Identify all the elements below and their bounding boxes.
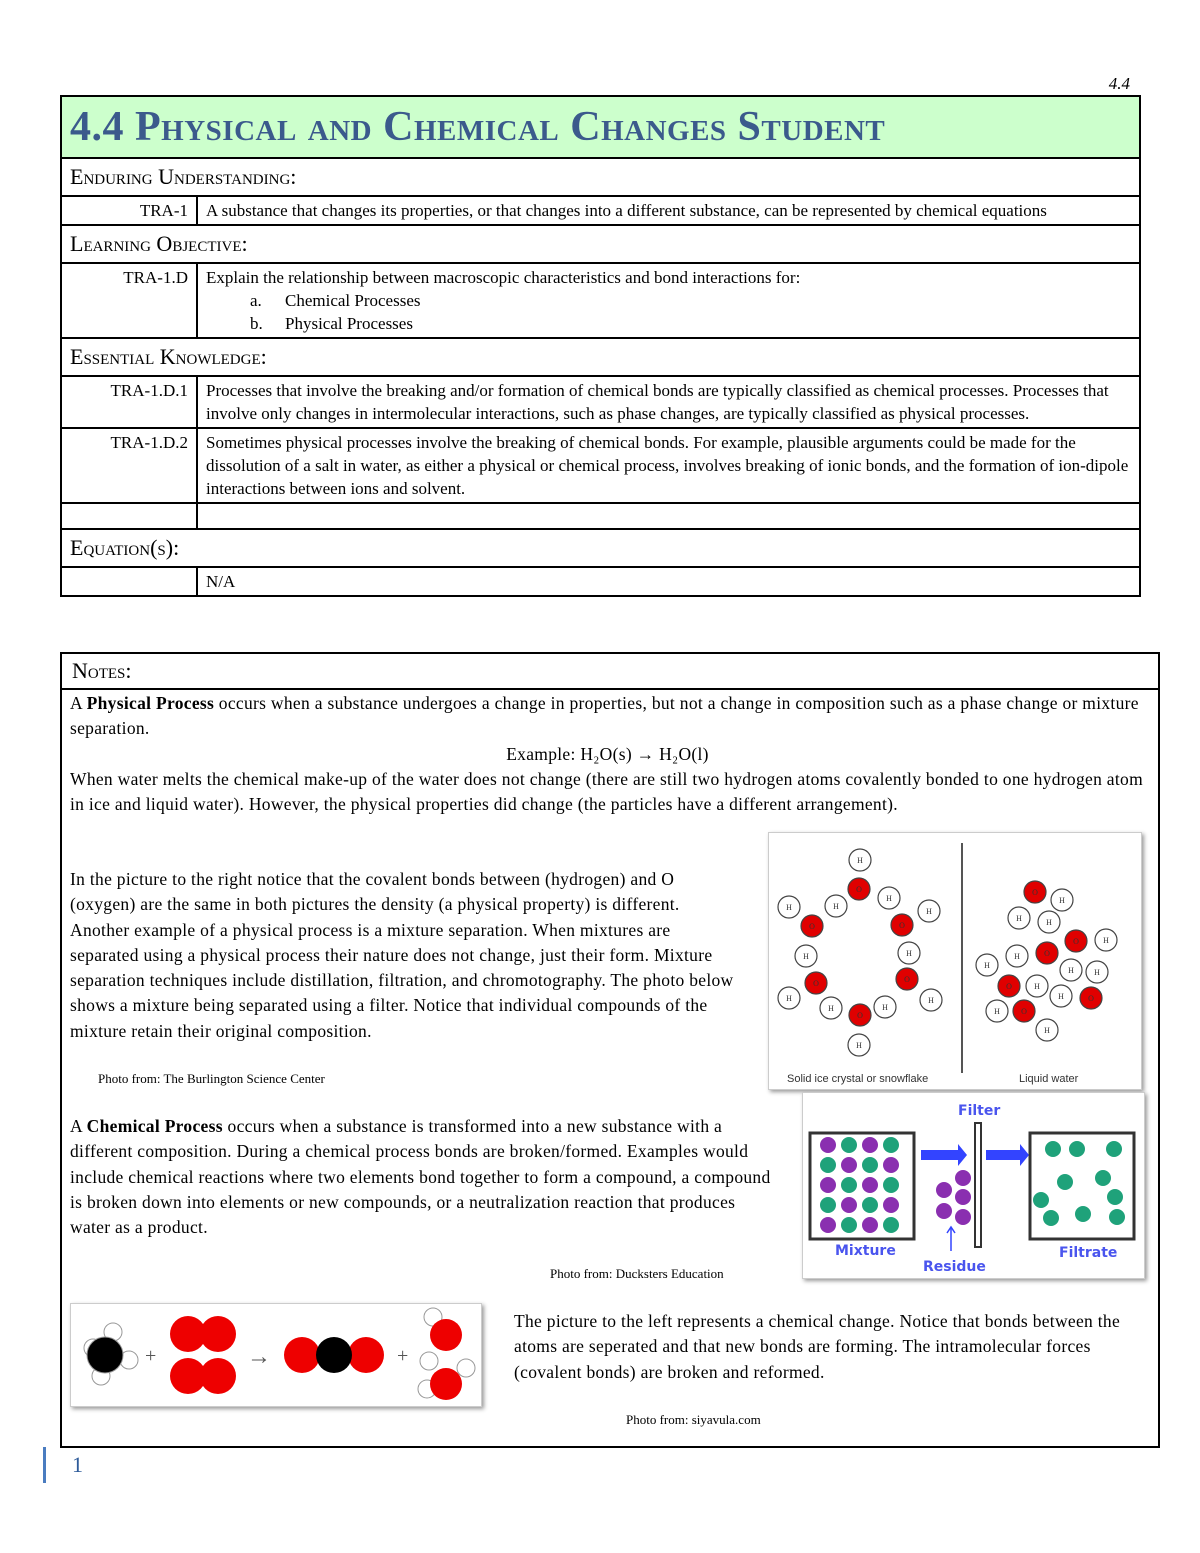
svg-text:O: O: [1044, 949, 1050, 958]
solid-ice-label: Solid ice crystal or snowflake: [787, 1073, 929, 1085]
objective-heading: Learning Objective:: [61, 225, 1140, 263]
particle: [1075, 1206, 1091, 1222]
mixture-label: Mixture: [835, 1243, 896, 1259]
particle: [955, 1170, 971, 1186]
filtrate-label: Filtrate: [1059, 1245, 1118, 1261]
ice-paragraph: In the picture to the right notice that the covalent bonds between (hydrogen) and O (oxygen) are the same in both pictures the density (a physical property) is different. Another example of a physical process is a mixture separation. When mixtures are separated using a physical process their nature does not change, just their form. Mixture separation techniques include distillation, filtration, and chromotography. The photo below shows a mixture being separated using a filter. Notice that individual compounds of the mixture retain their original composition.: [70, 869, 734, 1041]
svg-text:H: H: [984, 961, 990, 970]
reaction-arrow: →: [247, 1344, 271, 1370]
particle: [1095, 1170, 1111, 1186]
particle: [1045, 1141, 1061, 1157]
svg-text:O: O: [899, 921, 905, 930]
hydrogen-atom: [1026, 975, 1048, 997]
objective-cell: [197, 263, 1140, 338]
svg-text:H: H: [786, 903, 792, 912]
hydrogen-atom: [1095, 929, 1117, 951]
particle: [955, 1189, 971, 1205]
particle: [862, 1157, 878, 1173]
oxygen-atom: [1036, 942, 1058, 964]
objective-item: [206, 312, 1131, 335]
particle: [820, 1217, 836, 1233]
svg-text:H: H: [803, 952, 809, 961]
svg-text:H: H: [833, 902, 839, 911]
particle: [841, 1177, 857, 1193]
hydrogen-atom: [825, 895, 847, 917]
equations-heading: Equation(s):: [61, 529, 1140, 567]
residue-label: Residue: [923, 1259, 986, 1275]
svg-text:H: H: [1044, 1026, 1050, 1035]
particle: [862, 1197, 878, 1213]
svg-text:H: H: [1014, 952, 1020, 961]
hydrogen-atom: [976, 954, 998, 976]
objective-item: [206, 289, 1131, 312]
hydrogen-atom: [778, 987, 800, 1009]
chemical-process-paragraph: A Chemical Process occurs when a substance is transformed into a new substance with a different composition. During a chemical process bonds are broken/formed. Examples would include chemical reactions where two elements bond together to form a compound, a compound is broken down into elements or new compounds, or a neutralization reaction that produces water as a product.: [70, 1116, 771, 1238]
hydrogen-atom: [848, 1034, 870, 1056]
item-marker: b.: [250, 314, 263, 333]
notes-heading: Notes:: [62, 654, 1158, 690]
hydrogen-atom: [878, 887, 900, 909]
particle: [1033, 1192, 1049, 1208]
objectives-table: [60, 95, 1141, 597]
plus-sign: +: [145, 1345, 157, 1367]
svg-text:O: O: [856, 885, 862, 894]
ice-vs-liquid-water-figure: [768, 832, 1142, 1090]
particle: [820, 1157, 836, 1173]
term-physical-process: Physical Process: [86, 693, 215, 713]
page-number: 1: [43, 1447, 83, 1483]
svg-text:O: O: [857, 1011, 863, 1020]
photo-credit: Photo from: Ducksters Education: [550, 1266, 724, 1281]
hydrogen-atom: [1051, 889, 1073, 911]
hydrogen-atom: [1086, 961, 1108, 983]
particle: [1043, 1210, 1059, 1226]
svg-text:H: H: [906, 949, 912, 958]
hydrogen-atom: [820, 997, 842, 1019]
hydrogen-atom: [795, 945, 817, 967]
water-molecules-diagram: [769, 833, 1141, 1089]
svg-text:H: H: [786, 994, 792, 1003]
particle: [820, 1197, 836, 1213]
particle: [862, 1137, 878, 1153]
svg-text:H: H: [1034, 982, 1040, 991]
svg-text:H: H: [886, 894, 892, 903]
hydrogen-atom: [898, 942, 920, 964]
oxygen-atom: [801, 915, 823, 937]
particle: [883, 1157, 899, 1173]
page-label: 4.4: [1108, 74, 1130, 93]
svg-text:O: O: [813, 979, 819, 988]
item-label: Physical Processes: [285, 314, 413, 333]
particle: [1106, 1141, 1122, 1157]
chemical-reaction-figure: [70, 1303, 482, 1407]
particle: [862, 1217, 878, 1233]
hydrogen-atom: [1008, 907, 1030, 929]
svg-text:H: H: [856, 1041, 862, 1050]
hydrogen-atom: [918, 900, 940, 922]
knowledge-code: TRA-1.D.1: [61, 376, 197, 428]
oxygen-atom: [805, 972, 827, 994]
term-chemical-process: Chemical Process: [86, 1116, 223, 1136]
svg-text:O: O: [1032, 888, 1038, 897]
objective-text: Explain the relationship between macroscopic characteristics and bond interactions for:: [206, 268, 801, 287]
objective-code: TRA-1.D: [61, 263, 197, 338]
item-marker: a.: [250, 291, 262, 310]
oxygen-atom: [1065, 930, 1087, 952]
particle: [1057, 1174, 1073, 1190]
svg-text:H: H: [928, 996, 934, 1005]
svg-text:H: H: [828, 1004, 834, 1013]
svg-text:H: H: [1046, 918, 1052, 927]
particle: [1109, 1209, 1125, 1225]
particle: [841, 1217, 857, 1233]
particle: [955, 1209, 971, 1225]
reaction-molecules-diagram: [71, 1304, 481, 1406]
oxygen-atom: [998, 975, 1020, 997]
oxygen-atom: [849, 1004, 871, 1026]
particle: [1069, 1141, 1085, 1157]
hydrogen-atom: [1006, 945, 1028, 967]
particle: [936, 1203, 952, 1219]
particle: [841, 1137, 857, 1153]
liquid-water-label: Liquid water: [1019, 1073, 1079, 1085]
empty-cell: [61, 503, 197, 529]
particle: [820, 1177, 836, 1193]
enduring-code: TRA-1: [61, 196, 197, 225]
oxygen-atom: [848, 878, 870, 900]
page-title: 4.4 Physical and Chemical Changes Student: [61, 96, 1140, 158]
knowledge-heading: Essential Knowledge:: [61, 338, 1140, 376]
enduring-text: A substance that changes its properties, or that changes into a different substance, can be represented by chemical equations: [197, 196, 1140, 225]
oxygen-atom: [1080, 987, 1102, 1009]
hydrogen-atom: [1038, 911, 1060, 933]
enduring-heading: Enduring Understanding:: [61, 158, 1140, 196]
particle: [841, 1157, 857, 1173]
example-equation: Example: H₂O(s) → H₂O(l): [506, 744, 709, 764]
svg-text:H: H: [882, 1003, 888, 1012]
hydrogen-atom: [778, 896, 800, 918]
hydrogen-atom: [849, 849, 871, 871]
oxygen-atom: [896, 968, 918, 990]
svg-text:O: O: [1006, 982, 1012, 991]
svg-text:H: H: [1094, 968, 1100, 977]
svg-text:O: O: [809, 922, 815, 931]
oxygen-atom: [1013, 1000, 1035, 1022]
empty-cell: [61, 567, 197, 596]
svg-text:H: H: [1016, 914, 1022, 923]
particle: [883, 1177, 899, 1193]
svg-text:O: O: [1021, 1007, 1027, 1016]
particle: [820, 1137, 836, 1153]
particle: [883, 1197, 899, 1213]
knowledge-text: Sometimes physical processes involve the breaking of chemical bonds. For example, plausible arguments could be made for the dissolution of a salt in water, as either a physical or chemical process, involves breaking of ionic bonds, and the formation of ion-dipole interactions between ions and solvent.: [197, 428, 1140, 503]
knowledge-code: TRA-1.D.2: [61, 428, 197, 503]
hydrogen-atom: [1060, 959, 1082, 981]
particle: [862, 1177, 878, 1193]
particle: [883, 1217, 899, 1233]
knowledge-text: Processes that involve the breaking and/or formation of chemical bonds are typically classified as chemical processes. Processes that involve only changes in intermolecular interactions, such as phase changes, are typically classified as physical processes.: [197, 376, 1140, 428]
plus-sign: +: [397, 1345, 409, 1367]
svg-text:H: H: [1058, 992, 1064, 1001]
svg-text:O: O: [1088, 994, 1094, 1003]
item-label: Chemical Processes: [285, 291, 421, 310]
hydrogen-atom: [874, 996, 896, 1018]
filtration-diagram: [803, 1093, 1144, 1278]
particle: [936, 1182, 952, 1198]
reaction-paragraph: The picture to the left represents a chemical change. Notice that bonds between the atoms are seperated and that new bonds are forming. The intramolecular forces (covalent bonds) are broken and reformed.: [514, 1311, 1121, 1382]
hydrogen-atom: [986, 1000, 1008, 1022]
photo-credit: Photo from: The Burlington Science Center: [98, 1071, 325, 1086]
hydrogen-atom: [920, 989, 942, 1011]
particle: [883, 1137, 899, 1153]
hydrogen-atom: [1036, 1019, 1058, 1041]
equations-value: N/A: [197, 567, 1140, 596]
filter-label: Filter: [958, 1103, 1001, 1119]
svg-text:H: H: [926, 907, 932, 916]
filtration-figure: [802, 1092, 1145, 1279]
oxygen-atom: [891, 914, 913, 936]
svg-text:H: H: [857, 856, 863, 865]
svg-text:O: O: [904, 975, 910, 984]
svg-text:H: H: [1059, 896, 1065, 905]
hydrogen-atom: [1050, 985, 1072, 1007]
particle: [1107, 1189, 1123, 1205]
photo-credit: Photo from: siyavula.com: [626, 1412, 761, 1427]
particle: [841, 1197, 857, 1213]
melting-paragraph: When water melts the chemical make-up of the water does not change (there are still two hydrogen atoms covalently bonded to one hydrogen atom in ice and liquid water). However, the physical properties did change (the particles have a different arrangement).: [70, 769, 1143, 815]
empty-cell: [197, 503, 1140, 529]
oxygen-atom: [1024, 881, 1046, 903]
physical-process-paragraph: A Physical Process occurs when a substance undergoes a change in properties, but not a change in composition such as a phase change or mixture separation.: [70, 693, 1139, 739]
svg-text:H: H: [1103, 936, 1109, 945]
svg-text:H: H: [994, 1007, 1000, 1016]
svg-text:H: H: [1068, 966, 1074, 975]
svg-text:O: O: [1073, 937, 1079, 946]
